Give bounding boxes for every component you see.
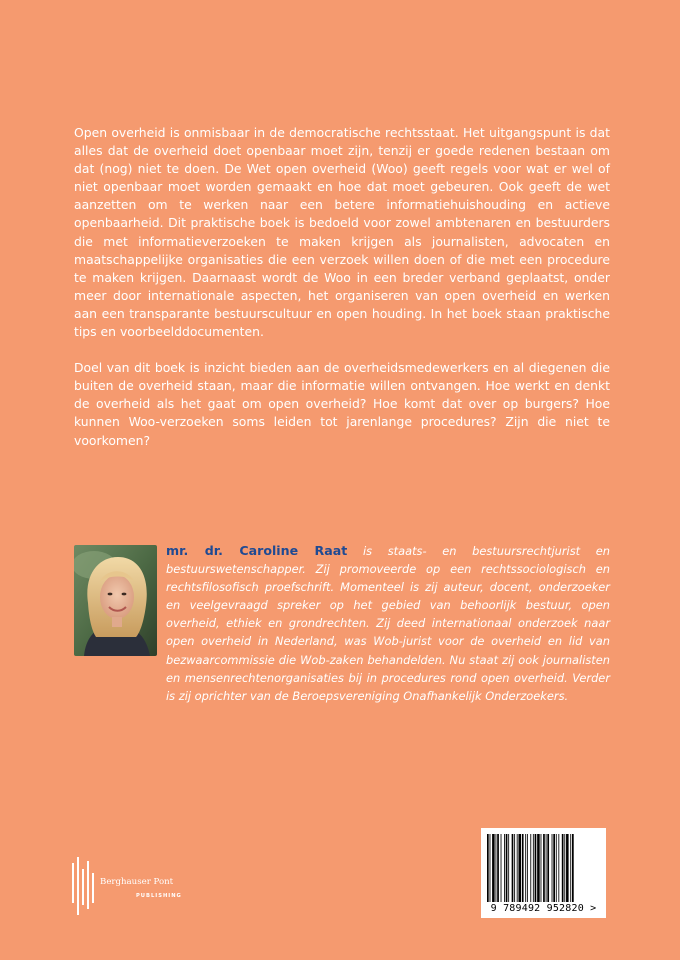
publisher-logo-icon [72,857,98,917]
publisher-name: Berghauser Pont [100,877,174,887]
barcode-bar [517,834,518,902]
barcode-bar [533,834,534,902]
isbn-barcode [481,828,606,918]
barcode-bar [570,834,571,902]
barcode-bar [496,834,497,902]
publisher-subtitle: PUBLISHING [136,893,182,899]
barcode-bar [558,834,559,902]
barcode-bar [546,834,547,902]
isbn-number: 9 789492 952820 > [490,903,597,914]
barcode-bar [564,834,565,902]
barcode-bar [492,834,495,902]
barcode-bar [525,834,526,902]
author-bio [166,542,610,705]
barcode-bar [556,834,557,902]
barcode-bar [501,834,502,902]
barcode-bar [572,834,574,902]
barcode-bar [553,834,555,902]
author-name: mr. dr. Caroline Raat [166,543,348,558]
barcode-bar [547,834,549,902]
author-bio-text: is staats- en bestuursrechtjurist en bestuurswetenschapper. Zij promoveerde op een rechtssociologisch en rechtsfilosofisch proefschrift. Momenteel is zij auteur, docent, onderzoeker en veelgevraagd spreker op het gebied van behoorlijk bestuur, open overheid, ethiek en grondrechten. Zij deed internationaal onderzoek naar open overheid in Nederland, was Wob-jurist voor de overheid en lid van bezwaarcommissie die Wob-zaken behandelden. Nu staat zij ook journalisten en mensenrechtenorganisaties bij in procedures rond open overheid. Verder is zij oprichter van de Beroepsvereniging Onafhankelijk Onderzoekers. [166,544,610,703]
publisher-logo [72,857,212,917]
barcode-bar [543,834,545,902]
barcode-bar [535,834,537,902]
barcode-bar [508,834,509,902]
blurb-paragraph-1: Open overheid is onmisbaar in de democratische rechtsstaat. Het uitgangspunt is dat alles dat de overheid doet openbaar moet zijn, tenzij er goede redenen bestaan om dat (nog) niet te doen. De Wet open overheid (Woo) geeft regels voor wat er wel of niet openbaar moet worden gemaakt en hoe dat moet gebeuren. Ook geeft de wet aanzetten om te werken naar een betere informatiehuishouding en actieve openbaarheid. Dit praktische boek is bedoeld voor zowel ambtenaren en bestuurders die met informatieverzoeken te maken krijgen als journalisten, advocaten en maatschappelijke organisaties die een verzoek willen doen of die met een procedure te maken krijgen. Daarnaast wordt de Woo in een breder verband geplaatst, onder meer door internationale aspecten, het organiseren van open overheid en werken aan een transparante bestuurscultuur en open houding. In het boek staan praktische tips en voorbeelddocumenten. [74,125,610,340]
barcode-bars [481,828,606,906]
barcode-bar [487,834,489,902]
barcode-bar [490,834,491,902]
barcode-bar [497,834,499,902]
barcode-bar [562,834,564,902]
barcode-bar [537,834,540,902]
back-cover-blurb [74,124,610,468]
barcode-bar [512,834,514,902]
barcode-bar [518,834,521,902]
barcode-bar [552,834,553,902]
barcode-bar [506,834,508,902]
barcode-bar [514,834,515,902]
barcode-bar [504,834,505,902]
barcode-bar [566,834,569,902]
author-portrait-image [74,545,157,656]
barcode-bar [530,834,531,902]
barcode-bar [541,834,542,902]
blurb-paragraph-2: Doel van dit boek is inzicht bieden aan de overheidsmedewerkers en al diegenen die buiten de overheid staan, maar die informatie willen ontvangen. Hoe werkt en denkt de overheid als het gaat om open overheid? Hoe komt dat over op burgers? Hoe kunnen Woo-verzoeken soms leiden tot jarenlange procedures? Zijn die niet te voorkomen? [74,360,610,448]
barcode-bar [527,834,528,902]
barcode-bar [522,834,524,902]
author-photo [74,545,157,656]
